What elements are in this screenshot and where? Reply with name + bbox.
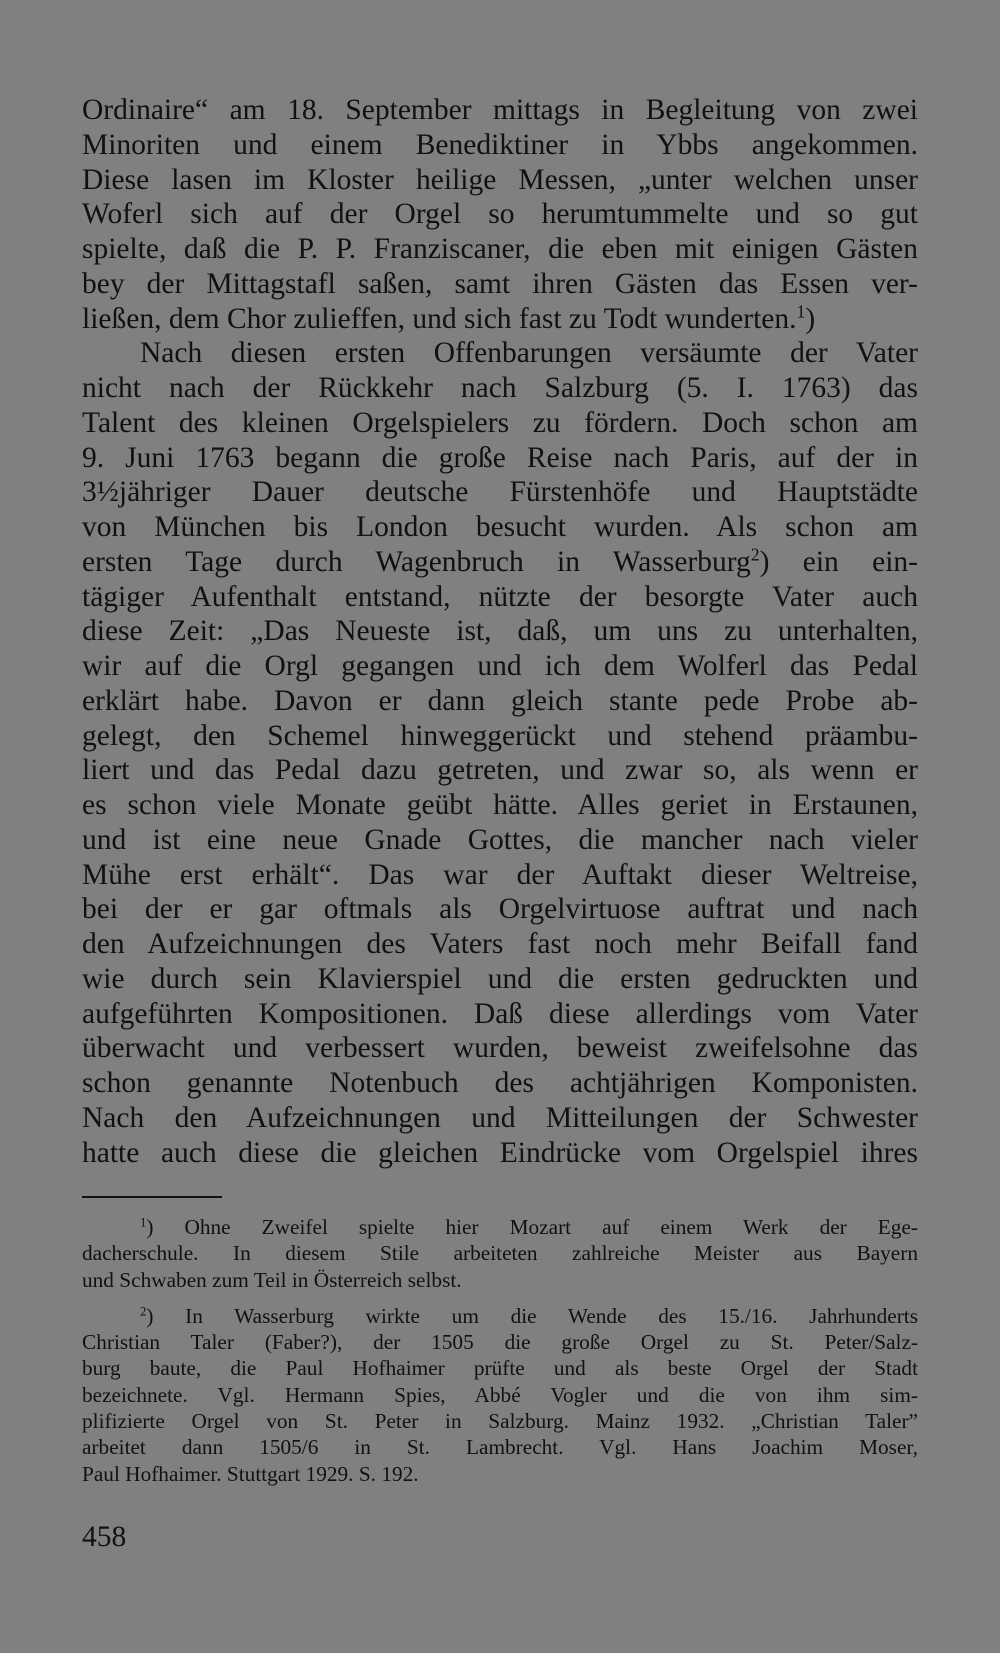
text-line: gelegt, den Schemel hinweggerückt und stehend präambu- <box>82 719 918 752</box>
text-line: und ist eine neue Gnade Gottes, die mancher nach vieler <box>82 823 918 856</box>
footnote-2-line: Christian Taler (Faber?), der 1505 die große Orgel zu St. Peter/Salz- <box>82 1330 918 1355</box>
text-line: Talent des kleinen Orgelspielers zu fördern. Doch schon am <box>82 406 918 439</box>
text-line: Mühe erst erhält“. Das war der Auftakt dieser Weltreise, <box>82 858 918 891</box>
footnote-1-line <box>82 1214 918 1240</box>
body-text <box>82 93 918 1170</box>
footnote-2-text: ) In Wasserburg wirkte um die Wende des 15./16. Jahrhunderts <box>146 1303 918 1328</box>
footnote-2-marker: 2 <box>140 1304 147 1319</box>
page-number: 458 <box>82 1521 127 1553</box>
footnote-1-line: dacherschule. In diesem Stile arbeiteten zahlreiche Meister aus Bayern <box>82 1241 918 1266</box>
footnote-ref-2: 2 <box>750 544 760 565</box>
text-line: spielte, daß die P. P. Franziscaner, die eben mit einigen Gästen <box>82 233 918 265</box>
footnote-2-line: Paul Hofhaimer. Stuttgart 1929. S. 192. <box>82 1461 419 1486</box>
footnote-2-line: bezeichnete. Vgl. Hermann Spies, Abbé Vogler und die von ihm sim- <box>82 1382 918 1407</box>
text-line-content: ) ein ein- <box>759 545 918 578</box>
text-line: bei der er gar oftmals als Orgelvirtuose auftrat und nach <box>82 893 918 926</box>
text-line: wie durch sein Klavierspiel und die ersten gedruckten und <box>82 962 918 995</box>
footnote-2-line <box>82 1303 918 1329</box>
text-line: liert und das Pedal dazu getreten, und zwar so, als wenn er <box>82 754 918 787</box>
footnote-1-marker: 1 <box>140 1215 147 1230</box>
footnote-2-line: plifizierte Orgel von St. Peter in Salzburg. Mainz 1932. „Christian Taler” <box>82 1409 918 1434</box>
text-line: von München bis London besucht wurden. Als schon am <box>82 511 918 543</box>
footnote-2-line: arbeitet dann 1505/6 in St. Lambrecht. Vgl. Hans Joachim Moser, <box>82 1435 918 1460</box>
text-line: bey der Mittagstafl saßen, samt ihren Gästen das Essen ver- <box>82 267 918 300</box>
text-line <box>82 545 918 580</box>
text-line: den Aufzeichnungen des Vaters fast noch mehr Beifall fand <box>82 928 918 960</box>
footnote-1-text: ) Ohne Zweifel spielte hier Mozart auf einem Werk der Ege- <box>146 1215 918 1239</box>
text-line-content: ersten Tage durch Wagenbruch in Wasserburg <box>82 545 751 578</box>
text-line: überwacht und verbessert wurden, beweist zweifelsohne das <box>82 1032 918 1065</box>
footnote-spacer <box>82 1293 918 1303</box>
text-line: 3½jähriger Dauer deutsche Fürstenhöfe und Hauptstädte <box>82 476 918 509</box>
text-line: Ordinaire“ am 18. September mittags in Begleitung von zwei <box>82 94 918 126</box>
footnotes <box>82 1214 918 1487</box>
text-line: Diese lasen im Kloster heilige Messen, „unter welchen unser <box>82 163 918 196</box>
text-line: wir auf die Orgl gegangen und ich dem Wolferl das Pedal <box>82 650 918 682</box>
text-line: erklärt habe. Davon er dann gleich stante pede Probe ab- <box>82 684 918 717</box>
text-line: Woferl sich auf der Orgel so herumtummelte und so gut <box>82 198 918 231</box>
text-line: es schon viele Monate geübt hätte. Alles geriet in Erstaunen, <box>82 789 918 821</box>
text-line: 9. Juni 1763 begann die große Reise nach Paris, auf der in <box>82 441 918 474</box>
text-line: Nach diesen ersten Offenbarungen versäumte der Vater <box>140 337 918 370</box>
footnote-ref-paren: ) <box>805 302 816 335</box>
text-line: nicht nach der Rückkehr nach Salzburg (5. I. 1763) das <box>82 372 918 404</box>
text-line: diese Zeit: „Das Neueste ist, daß, um uns zu unterhalten, <box>82 615 918 648</box>
text-line: Minoriten und einem Benediktiner in Ybbs angekommen. <box>82 128 918 161</box>
text-line: aufgeführten Kompositionen. Daß diese allerdings vom Vater <box>82 997 918 1030</box>
text-line: schon genannte Notenbuch des achtjährigen Komponisten. <box>82 1067 918 1099</box>
footnote-ref-1: 1 <box>796 300 806 321</box>
text-line: hatte auch diese die gleichen Eindrücke vom Orgelspiel ihres <box>82 1136 918 1169</box>
text-line <box>82 302 918 337</box>
text-line-content: ließen, dem Chor zulieffen, und sich fast zu Todt wunderten. <box>82 302 797 335</box>
text-line: tägiger Aufenthalt entstand, nützte der besorgte Vater auch <box>82 580 918 613</box>
footnote-2-line: burg baute, die Paul Hofhaimer prüfte und als beste Orgel der Stadt <box>82 1356 918 1381</box>
footnote-divider <box>82 1196 222 1198</box>
footnote-1-line: und Schwaben zum Teil in Österreich selbst. <box>82 1267 462 1292</box>
text-line: Nach den Aufzeichnungen und Mitteilungen der Schwester <box>82 1101 918 1134</box>
